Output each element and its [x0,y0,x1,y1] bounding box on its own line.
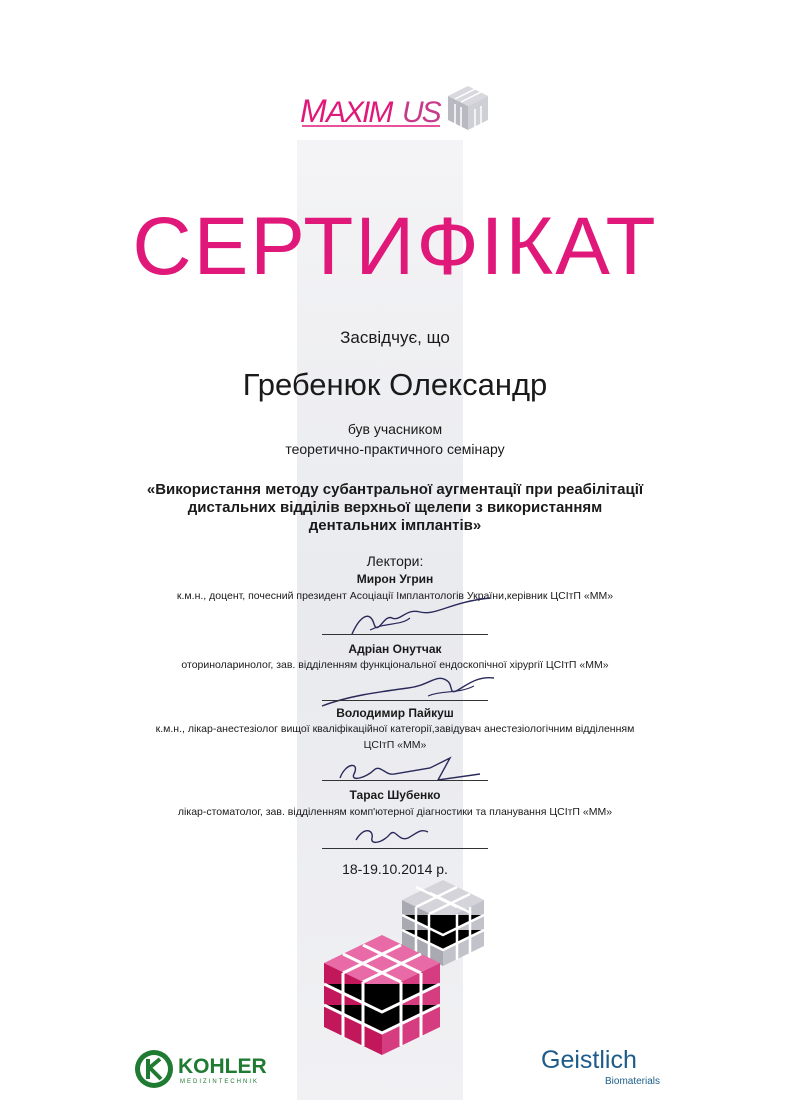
kohler-k-icon [134,1049,174,1089]
svg-text:M: M [300,93,325,129]
lecturer-desc: к.м.н., лікар-анестезіолог вищої кваліфікаційної категорії,завідувач анестезіологічним відділенням [155,723,635,735]
signature-line [322,848,488,849]
kohler-subtitle: MEDIZINTECHNIK [180,1079,259,1085]
geistlich-logo [541,1046,671,1092]
svg-text:US: US [402,96,440,129]
signature-line [322,780,488,781]
lecturer-desc: к.м.н., доцент, почесний президент Асоціації Імплантологів України,керівник ЦСІтП «ММ» [176,590,614,602]
lecturer-name: Тарас Шубенко [349,788,441,802]
lecturer-name: Адріан Онутчак [348,642,442,656]
svg-text:AXIM: AXIM [326,96,392,129]
topic-line-2: дистальних відділів верхньої щелепи з використанням [187,499,603,516]
participant-line-2: теоретично-практичного семінару [285,441,505,457]
recipient-name: Гребенюк Олександр [242,367,548,402]
lecturer-desc: оториноларинолог, зав. відділенням функціональної ендоскопічної хірургії ЦСІтП «ММ» [181,659,609,671]
lecturer-desc-cont: ЦСІтП «ММ» [363,739,427,751]
kohler-logo [134,1049,274,1089]
topic-line-1: «Використання методу субантральної аугментації при реабілітації [146,481,644,498]
lecturer-desc: лікар-стоматолог, зав. відділенням комп'ютерної діагностики та планування ЦСІтП «ММ» [177,806,613,818]
geistlich-subtitle: Biomaterials [605,1076,661,1087]
seminar-topic [0,481,790,535]
certificate-title: СЕРТИФІКАТ [132,201,658,292]
lecturer-name: Володимир Пайкуш [336,706,454,720]
seminar-date: 18-19.10.2014 р. [342,861,448,877]
kohler-brand: KOHLER [178,1055,267,1078]
pink-cube-icon [324,935,440,1055]
participant-line-1: був учасником [347,421,443,437]
geistlich-brand: Geistlich [541,1046,637,1074]
signature-line [322,700,488,701]
maximus-logo [300,84,500,140]
lecturer-name: Мирон Угрин [356,572,434,586]
signature-line [322,634,488,635]
lecturers-heading: Лектори: [366,553,424,569]
attest-text: Засвідчує, що [340,328,450,347]
signature-1 [340,596,500,642]
signature-4 [350,818,470,850]
maximus-logo-graphic [300,84,500,140]
topic-line-3: дентальних імплантів» [308,517,482,534]
